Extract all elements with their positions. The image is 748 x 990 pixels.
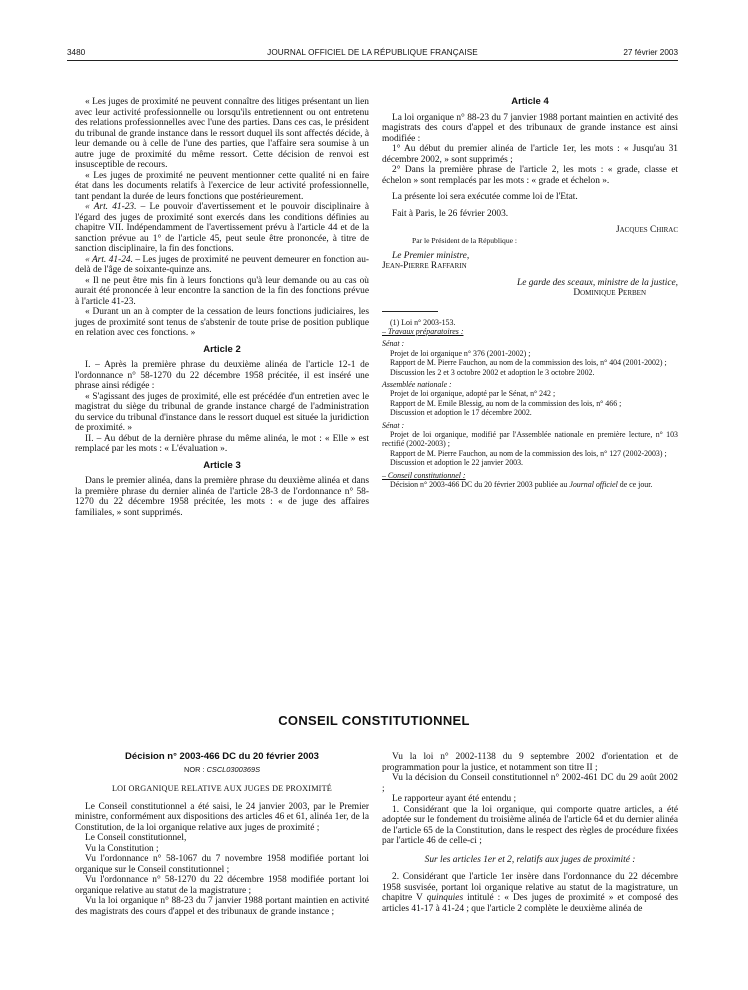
article-label: « Art. 41-23. — [85, 202, 137, 212]
note-text: de ce jour. — [617, 480, 653, 489]
article-label: « Art. 41-24. — [85, 254, 133, 265]
paragraph: Vu la loi n° 2002-1138 du 9 septembre 2002 d'orientation et de programmation pour la justice, et notamment son titre II ; — [382, 752, 678, 773]
para-text-italic: quinquies — [426, 893, 464, 903]
journal-title: JOURNAL OFFICIEL DE LA RÉPUBLIQUE FRANÇAISE — [267, 48, 478, 57]
pm-name: Jean-Pierre Raffarin — [382, 261, 467, 271]
paragraph-art-41-24 — [75, 255, 369, 276]
garde-title: Le garde des sceaux, ministre de la justice, — [517, 277, 678, 288]
senat-heading: Sénat : — [382, 420, 405, 430]
left-column-bottom — [75, 752, 369, 917]
notes-rule — [382, 311, 438, 312]
article-2-title: Article 2 — [203, 343, 241, 355]
note-line: Rapport de M. Pierre Fauchon, au nom de la commission des lois, n° 404 (2001-2002) ; — [390, 358, 667, 368]
nor-label: NOR : — [183, 764, 207, 774]
article-3-title: Article 3 — [203, 459, 241, 471]
paragraph: Vu la loi organique n° 88-23 du 7 janvier 1988 portant maintien en activité des magistrats des cours d'appel et des tribunaux de grande instance ; — [75, 896, 369, 917]
right-column-bottom — [382, 752, 678, 914]
decision-title: Décision n° 2003-466 DC du 20 février 2003 — [125, 751, 319, 762]
paragraph: Le rapporteur ayant été entendu ; — [392, 794, 517, 804]
article-4-title: Article 4 — [511, 96, 549, 107]
paragraph: « Les juges de proximité ne peuvent mentionner cette qualité ni en faire état dans les documents relatifs à l'exercice de leur activité professionnelle, tant pendant la durée de leurs fonctions que postérieurement. — [75, 170, 369, 202]
footnote: (1) Loi n° 2003-153. — [390, 317, 456, 327]
paragraph: Vu la décision du Conseil constitutionnel n° 2002-461 DC du 29 août 2002 ; — [382, 773, 678, 794]
paragraph: Vu l'ordonnance n° 58-1067 du 7 novembre 1958 modifiée portant loi organique sur le Conseil constitutionnel ; — [75, 854, 369, 875]
par-le-president: Par le Président de la République : — [412, 235, 518, 245]
garde-name: Dominique Perben — [573, 288, 646, 298]
paragraph: Le Conseil constitutionnel a été saisi, le 24 janvier 2003, par le Premier ministre, conformément aux dispositions des articles 46 et 61, alinéa 1er, de la Constitution, de la loi organique relative aux juges de proximité ; — [75, 801, 369, 833]
note-line: Discussion et adoption le 22 janvier 2003. — [390, 458, 524, 468]
para-text: 2. Considérant que l'article 1er insère dans l'ordonnance du 22 décembre 1958 susvisée, portant loi organique relative au statut de la magistrature, un chapitre V — [382, 872, 678, 903]
article-text: – Les juges de proximité ne peuvent demeurer en fonction au-delà de l'âge de soixante-quinze ans. — [75, 254, 370, 275]
note-text: Décision n° 2003-466 DC du 20 février 2003 publiée au — [390, 480, 570, 489]
page-number: 3480 — [67, 48, 86, 57]
note-line: Rapport de M. Pierre Fauchon, au nom de la commission des lois, n° 127 (2002-2003) ; — [390, 448, 667, 458]
paragraph: « S'agissant des juges de proximité, elle est précédée d'un entretien avec le magistrat du siège du tribunal de grande instance chargé de l'administration du service du tribunal d'instance dans le ressort duquel est située la juridiction de proximité. » — [75, 391, 369, 433]
note-line: Rapport de M. Emile Blessig, au nom de la commission des lois, n° 466 ; — [390, 398, 622, 408]
note-line: Projet de loi organique, modifié par l'Assemblée nationale en première lecture, n° 103 rectifié (2002-2003) ; — [382, 429, 678, 449]
paragraph: « Durant un an à compter de la cessation de leurs fonctions judiciaires, les juges de proximité sont tenus de s'abstenir de toute prise de position publique en relation avec ces fonctions. » — [75, 307, 369, 338]
paragraph-considerant-2 — [382, 872, 678, 914]
note-line: Projet de loi organique, adopté par le Sénat, n° 242 ; — [390, 389, 556, 399]
pm-title: Le Premier ministre, — [392, 250, 470, 261]
paragraph: I. – Après la première phrase du deuxième alinéa de l'article 12-1 de l'ordonnance n° 58-1270 du 22 décembre 1958 précitée, il est inséré une phrase ainsi rédigée : — [75, 360, 369, 391]
travaux-heading: – Travaux préparatoires : — [382, 326, 464, 336]
subheading: Sur les articles 1er et 2, relatifs aux juges de proximité : — [424, 854, 636, 865]
conseil-heading: – Conseil constitutionnel : — [382, 470, 466, 480]
paragraph: « Il ne peut être mis fin à leurs fonctions qu'à leur demande ou au cas où aurait été prononcée à leur encontre la sanction de la fin des fonctions prévue à l'article 41-23. — [75, 275, 369, 307]
paragraph: 2° Dans la première phrase de l'article 2, les mots : « grade, classe et échelon » sont remplacés par les mots : « grade et échelon ». — [382, 165, 678, 186]
paragraph-art-41-23 — [75, 202, 369, 255]
note-line: Discussion et adoption le 17 décembre 2002. — [390, 408, 532, 418]
issue-date: 27 février 2003 — [623, 48, 678, 57]
header-rule — [67, 60, 678, 61]
note-line: Discussion les 2 et 3 octobre 2002 et adoption le 3 octobre 2002. — [390, 367, 595, 377]
fait-a-paris: Fait à Paris, le 26 février 2003. — [392, 208, 509, 219]
paragraph: Dans le premier alinéa, dans la première phrase du deuxième alinéa et dans la première phrase du dernier alinéa de l'article 28-3 de l'ordonnance n° 58-1270 du 22 décembre 1958 précitée, les mots : « de juge des affaires familiales, » sont supprimés. — [75, 476, 369, 518]
nor-code: CSCL0300369S — [206, 764, 260, 774]
paragraph: II. – Au début de la dernière phrase du même alinéa, le mot : « Elle » est remplacé par les mots : « L'évaluation ». — [75, 433, 369, 454]
paragraph: Le Conseil constitutionnel, — [85, 833, 187, 843]
right-column-top — [382, 97, 678, 489]
paragraph: 1° Au début du premier alinéa de l'article 1er, les mots : « Jusqu'au 31 décembre 2002, » sont supprimés ; — [382, 144, 678, 165]
left-column-top — [75, 97, 369, 518]
note-line: Projet de loi organique n° 376 (2001-2002) ; — [390, 348, 531, 358]
paragraph: 1. Considérant que la loi organique, qui comporte quatre articles, a été adoptée sur le fondement du troisième alinéa de l'article 64 et du dernier alinéa de l'article 65 de la Constitution, dans le respect des règles de procédure fixées par l'article 46 de celle-ci ; — [382, 804, 678, 846]
note-line — [382, 480, 678, 489]
signature-president: Jacques Chirac — [615, 225, 678, 235]
para-text: intitulé : « Des juges de proximité » et composé des articles 41-17 à 41-24 ; que l'article 2 complète le deuxième alinéa de — [382, 893, 678, 914]
paragraph: « Les juges de proximité ne peuvent connaître des litiges présentant un lien avec leur activité professionnelle ou lorsqu'ils entretiennent ou ont entretenu des relations professionnelles avec l'une des parties. Dans ces cas, le président du tribunal de grande instance dans le ressort duquel ils sont affectés décide, à leur demande ou à celle de l'une des parties, que l'affaire sera soumise à un autre juge de proximité du même ressort. Cette décision de renvoi est insusceptible de recours. — [75, 97, 369, 170]
section-title: CONSEIL CONSTITUTIONNEL — [278, 713, 470, 728]
law-title: LOI ORGANIQUE RELATIVE AUX JUGES DE PROXIMITÉ — [111, 784, 333, 793]
senat-heading: Sénat : — [382, 339, 405, 349]
article-text: – Le pouvoir d'avertissement et le pouvoir disciplinaire à l'égard des juges de proximité sont exercés dans les conditions définies au chapitre VII. Indépendamment de l'avertissement prévu à l'article 44 et de la sanction prévue au 1° de l'article 45, peut seule être prononcée, à titre de sanction disciplinaire, la fin des fonctions. — [75, 202, 369, 254]
an-heading: Assemblée nationale : — [382, 379, 452, 389]
paragraph: Vu l'ordonnance n° 58-1270 du 22 décembre 1958 modifiée portant loi organique relative au statut de la magistrature ; — [75, 875, 369, 896]
paragraph: La loi organique n° 88-23 du 7 janvier 1988 portant maintien en activité des magistrats des cours d'appel et des tribunaux de grande instance est ainsi modifiée : — [382, 112, 678, 144]
execution-clause: La présente loi sera exécutée comme loi de l'Etat. — [392, 192, 578, 202]
note-text-italic: Journal officiel — [569, 480, 618, 489]
notes-block — [382, 318, 678, 490]
paragraph: Vu la Constitution ; — [85, 843, 159, 854]
nor-line — [75, 765, 369, 776]
